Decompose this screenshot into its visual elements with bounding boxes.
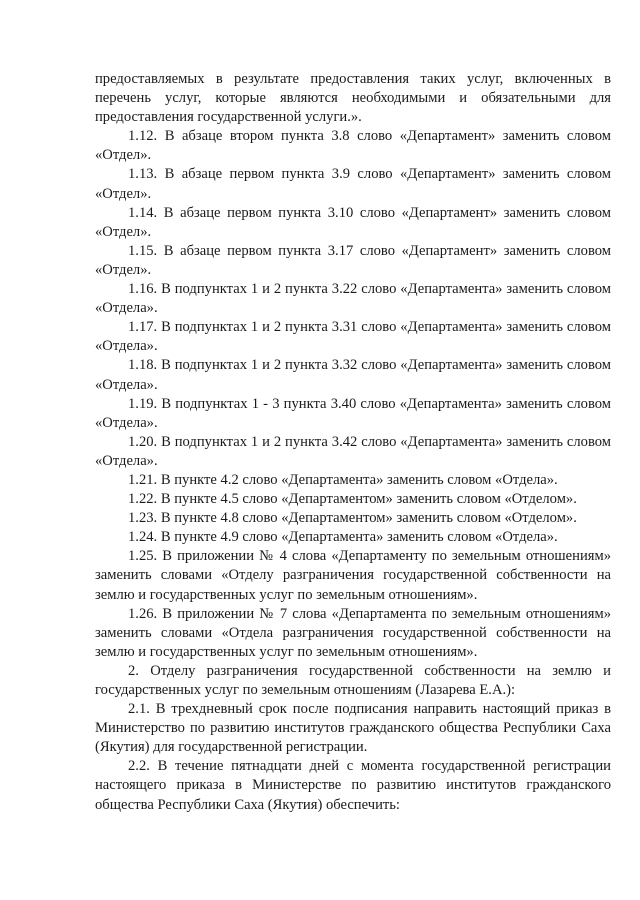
paragraph-1-25: 1.25. В приложении № 4 слова «Департаменту по земельным отношениям» заменить словами «Отделу разграничения государственной собственности на землю и государственных услуг по земельным отношениям». xyxy=(95,548,611,603)
paragraph-1-20: 1.20. В подпунктах 1 и 2 пункта 3.42 слово «Департамента» заменить словом «Отдела». xyxy=(95,433,611,469)
paragraph-1-23: 1.23. В пункте 4.8 слово «Департаментом» заменить словом «Отделом». xyxy=(128,510,577,527)
paragraph-1-19: 1.19. В подпунктах 1 - 3 пункта 3.40 слово «Департамента» заменить словом «Отдела». xyxy=(95,395,611,431)
paragraph-1-13: 1.13. В абзаце первом пункта 3.9 слово «Департамент» заменить словом «Отдел». xyxy=(95,166,611,202)
document-body xyxy=(95,70,611,815)
paragraph-1-18: 1.18. В подпунктах 1 и 2 пункта 3.32 слово «Департамента» заменить словом «Отдела». xyxy=(95,357,611,393)
paragraph-1-12: 1.12. В абзаце втором пункта 3.8 слово «Департамент» заменить словом «Отдел». xyxy=(95,128,611,164)
paragraph-1-22: 1.22. В пункте 4.5 слово «Департаментом» заменить словом «Отделом». xyxy=(128,491,577,508)
paragraph-1-16: 1.16. В подпунктах 1 и 2 пункта 3.22 слово «Департамента» заменить словом «Отдела». xyxy=(95,281,611,317)
paragraph-1-21: 1.21. В пункте 4.2 слово «Департамента» заменить словом «Отдела». xyxy=(128,471,558,488)
paragraph-1-14: 1.14. В абзаце первом пункта 3.10 слово «Департамент» заменить словом «Отдел». xyxy=(95,204,611,240)
paragraph-2-2: 2.2. В течение пятнадцати дней с момента государственной регистрации настоящего приказа в Министерстве по развитию институтов гражданского общества Республики Саха (Якутия) обеспечить: xyxy=(95,758,611,813)
paragraph-2-1: 2.1. В трехдневный срок после подписания направить настоящий приказ в Министерство по развитию институтов гражданского общества Республики Саха (Якутия) для государственной регистрации. xyxy=(95,701,611,756)
paragraph-1-17: 1.17. В подпунктах 1 и 2 пункта 3.31 слово «Департамента» заменить словом «Отдела». xyxy=(95,319,611,355)
paragraph-1-15: 1.15. В абзаце первом пункта 3.17 слово «Департамент» заменить словом «Отдел». xyxy=(95,242,611,278)
paragraph-continuation: предоставляемых в результате предоставления таких услуг, включенных в перечень услуг, которые являются необходимыми и обязательными для предоставления государственной услуги.». xyxy=(95,71,611,126)
paragraph-2: 2. Отделу разграничения государственной собственности на землю и государственных услуг по земельным отношениям (Лазарева Е.А.): xyxy=(95,662,611,698)
paragraph-1-26: 1.26. В приложении № 7 слова «Департамента по земельным отношениям» заменить словами «Отдела разграничения государственной собственности на землю и государственных услуг по земельным отношениям». xyxy=(95,605,611,660)
paragraph-1-24: 1.24. В пункте 4.9 слово «Департамента» заменить словом «Отдела». xyxy=(128,529,558,546)
